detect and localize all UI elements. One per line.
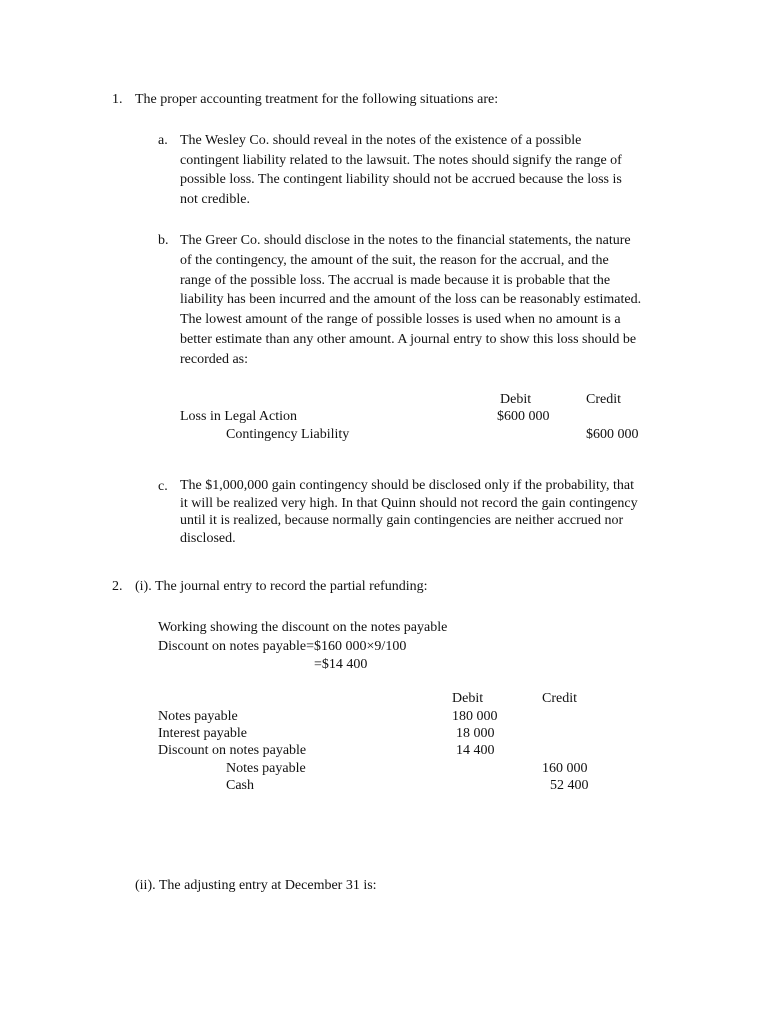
- journal-2-account: Cash: [226, 778, 254, 793]
- question-2-number: 2.: [112, 579, 123, 594]
- item-b-line: The lowest amount of the range of possible losses is used when no amount is a: [180, 312, 621, 328]
- journal-2-credit-header: Credit: [542, 691, 577, 706]
- item-a-line: not credible.: [180, 191, 250, 207]
- item-b-label: b.: [158, 233, 169, 248]
- item-b-line: The Greer Co. should disclose in the notes to the financial statements, the nature: [180, 233, 631, 248]
- journal-2-debit-amount: 14 400: [456, 743, 495, 758]
- item-b-line: range of the possible loss. The accrual is made because it is probable that the: [180, 272, 611, 288]
- working-formula: Discount on notes payable=$160 000×9/100: [158, 639, 407, 654]
- journal-2-credit-amount: 160 000: [542, 761, 588, 776]
- item-b-line: of the contingency, the amount of the suit, the reason for the accrual, and the: [180, 252, 609, 268]
- item-b-paragraph: [180, 231, 641, 370]
- journal-1-credit-header: Credit: [586, 392, 621, 407]
- question-1-number: 1.: [112, 92, 123, 107]
- item-b-line: recorded as:: [180, 351, 249, 367]
- journal-2-debit-amount: 18 000: [456, 726, 495, 741]
- journal-2-debit-amount: 180 000: [452, 709, 498, 724]
- item-c-line: it will be realized very high. In that Quinn should not record the gain contingency: [180, 495, 638, 511]
- journal-2-account: Discount on notes payable: [158, 743, 307, 758]
- question-2-part-i: (i). The journal entry to record the partial refunding:: [135, 579, 428, 594]
- question-1-intro: The proper accounting treatment for the following situations are:: [135, 92, 499, 107]
- journal-1-account: Contingency Liability: [226, 427, 350, 442]
- journal-2-debit-header: Debit: [452, 691, 484, 706]
- journal-2-account: Notes payable: [158, 709, 238, 724]
- item-c-label: c.: [158, 479, 168, 494]
- item-c-line: disclosed.: [180, 530, 236, 546]
- journal-1-credit-amount: $600 000: [586, 427, 639, 442]
- working-title: Working showing the discount on the notes payable: [158, 620, 448, 635]
- journal-2-account: Interest payable: [158, 726, 248, 741]
- item-a-line: contingent liability related to the lawsuit. The notes should signify the range of: [180, 152, 622, 168]
- working-result: =$14 400: [314, 657, 368, 672]
- journal-2-credit-amount: 52 400: [550, 778, 589, 793]
- item-c-line: until it is realized, because normally gain contingencies are neither accrued nor: [180, 513, 624, 529]
- journal-1-debit-header: Debit: [500, 392, 532, 407]
- item-a-line: The Wesley Co. should reveal in the notes of the existence of a possible: [180, 133, 582, 148]
- item-a-line: possible loss. The contingent liability should not be accrued because the loss is: [180, 172, 622, 187]
- journal-2-account: Notes payable: [226, 761, 306, 776]
- item-c-paragraph: [180, 477, 638, 547]
- item-c-line: The $1,000,000 gain contingency should be disclosed only if the probability, that: [180, 478, 635, 493]
- item-a-label: a.: [158, 133, 168, 148]
- journal-1-debit-amount: $600 000: [497, 409, 550, 424]
- journal-1-account: Loss in Legal Action: [180, 409, 298, 424]
- item-b-line: liability has been incurred and the amount of the loss can be reasonably estimated.: [180, 292, 642, 308]
- question-2-part-ii: (ii). The adjusting entry at December 31 is:: [135, 878, 377, 893]
- item-b-line: better estimate than any other amount. A journal entry to show this loss should be: [180, 331, 637, 347]
- item-a-paragraph: [180, 131, 622, 209]
